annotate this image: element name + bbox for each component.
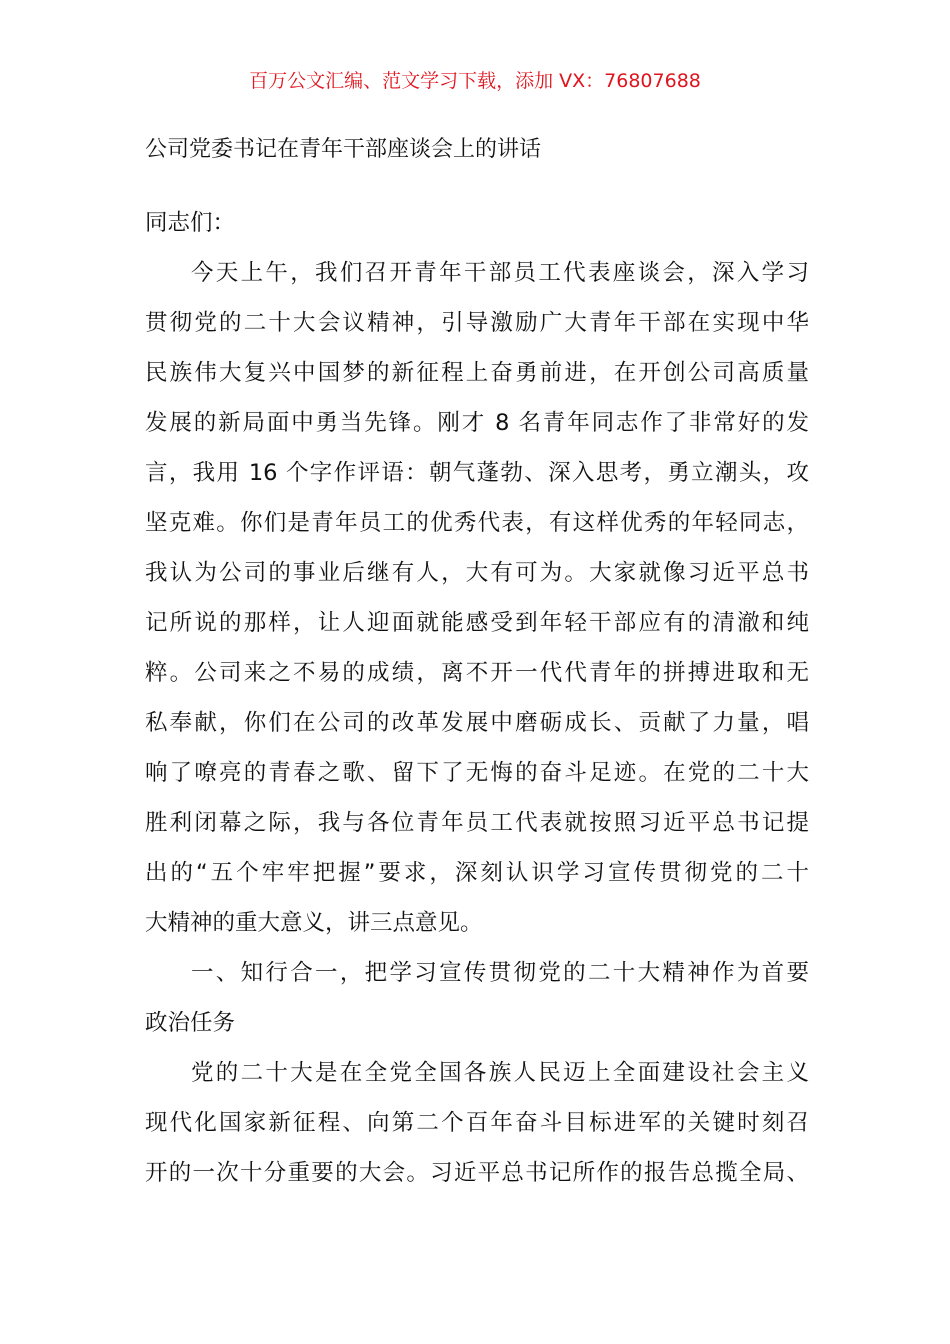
paragraph-2-line: 现代化国家新征程、向第二个百年奋斗目标进军的关键时刻召 — [145, 1110, 809, 1136]
paragraph-2-line: 党的二十大是在全党全国各族人民迈上全面建设社会主义 — [191, 1060, 809, 1086]
document-title: 公司党委书记在青年干部座谈会上的讲话 — [145, 137, 542, 162]
salutation: 同志们： — [145, 210, 236, 236]
paragraph-1-line: 胜利闭幕之际，我与各位青年员工代表就按照习近平总书记提 — [145, 810, 809, 836]
paragraph-1-line: 坚克难。你们是青年员工的优秀代表，有这样优秀的年轻同志， — [145, 510, 809, 536]
paragraph-1-line: 记所说的那样，让人迎面就能感受到年轻干部应有的清澈和纯 — [145, 610, 809, 636]
paragraph-1-line: 今天上午，我们召开青年干部员工代表座谈会，深入学习 — [191, 260, 809, 286]
paragraph-1-line: 私奉献，你们在公司的改革发展中磨砺成长、贡献了力量，唱 — [145, 710, 809, 736]
paragraph-1-line: 民族伟大复兴中国梦的新征程上奋勇前进，在开创公司高质量 — [145, 360, 809, 386]
paragraph-2-line: 开的一次十分重要的大会。习近平总书记所作的报告总揽全局、 — [145, 1160, 809, 1186]
section-heading-1: 政治任务 — [145, 1010, 236, 1036]
paragraph-1-line: 出的“五个牢牢把握”要求，深刻认识学习宣传贯彻党的二十 — [145, 860, 809, 886]
section-heading-1: 一、知行合一，把学习宣传贯彻党的二十大精神作为首要 — [191, 960, 809, 986]
paragraph-1-line: 我认为公司的事业后继有人，大有可为。大家就像习近平总书 — [145, 560, 809, 586]
paragraph-1-line: 大精神的重大意义，讲三点意见。 — [145, 910, 483, 936]
paragraph-1-line: 响了嘹亮的青春之歌、留下了无悔的奋斗足迹。在党的二十大 — [145, 760, 809, 786]
watermark-header: 百万公文汇编、范文学习下载，添加 VX：76807688 — [249, 70, 701, 92]
paragraph-1-line: 言，我用 16 个字作评语：朝气蓬勃、深入思考，勇立潮头，攻 — [145, 460, 809, 486]
paragraph-1-line: 粹。公司来之不易的成绩，离不开一代代青年的拼搏进取和无 — [145, 660, 809, 686]
paragraph-1-line: 发展的新局面中勇当先锋。刚才 8 名青年同志作了非常好的发 — [145, 410, 809, 436]
paragraph-1-line: 贯彻党的二十大会议精神，引导激励广大青年干部在实现中华 — [145, 310, 809, 336]
document-body — [145, 198, 809, 1198]
